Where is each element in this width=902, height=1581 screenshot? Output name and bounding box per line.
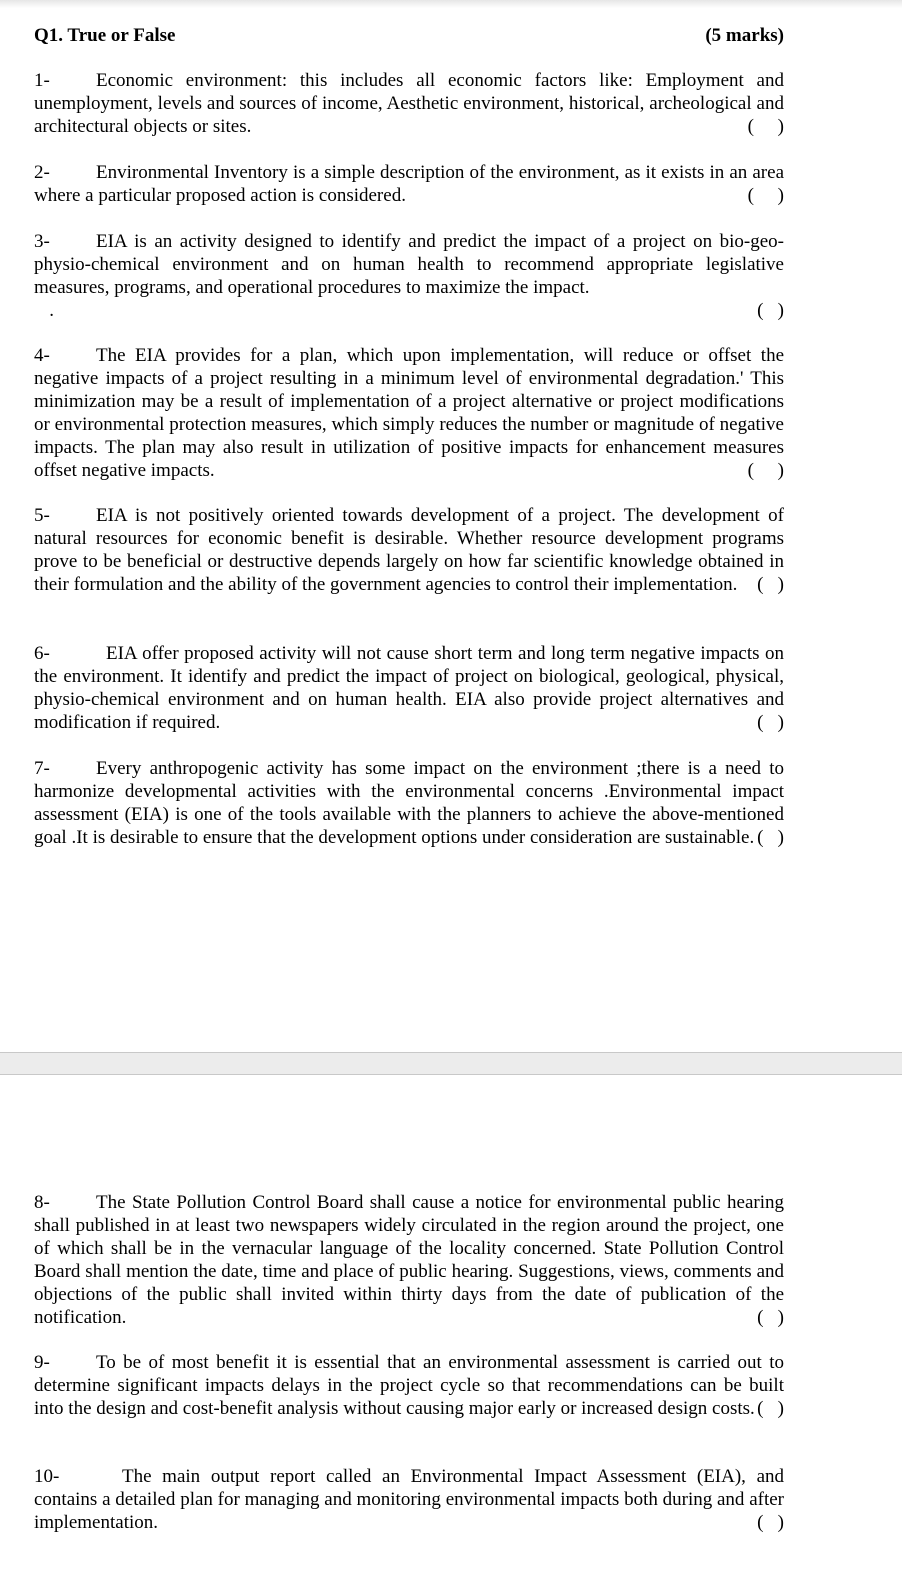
question-number: 10- [34,1466,60,1487]
question-number: 5- [34,505,50,526]
question-item-10 [34,1465,784,1534]
answer-blank[interactable]: ( ) [747,460,784,481]
marks-label: (5 marks) [705,25,784,46]
question-text: EIA is not positively oriented towards development of a project. The development of natural resources for economic benefit is desirable. Whether resource development programs prove to be beneficial or destructive depends largely on how far scientific knowledge obtained in their formulation and the ability of the government agencies to control their implementation. [34,505,784,595]
answer-blank[interactable]: ( ) [757,827,784,848]
question-text: To be of most benefit it is essential that an environmental assessment is carried out to determine significant impacts delays in the project cycle so that recommendations can be built into the design and cost-benefit analysis without causing major early or increased design costs. [34,1352,784,1419]
question-item-9 [34,1351,784,1420]
answer-blank[interactable]: ( ) [757,1398,784,1419]
question-number: 6- [34,643,50,664]
page-break [0,1052,902,1075]
question-number: 1- [34,70,50,91]
answer-blank[interactable]: ( ) [757,1307,784,1328]
answer-blank[interactable]: ( ) [747,116,784,137]
question-item-6 [34,642,784,734]
question-text: The main output report called an Environmental Impact Assessment (EIA), and contains a detailed plan for managing and monitoring environmental impacts both during and after implementation. [34,1466,784,1533]
question-number: 8- [34,1192,50,1213]
question-number: 7- [34,758,50,779]
question-item-3 [34,230,784,322]
question-item-7 [34,757,784,849]
question-item-5 [34,504,784,596]
answer-blank[interactable]: ( ) [757,300,784,321]
answer-blank[interactable]: ( ) [757,574,784,595]
question-text: The State Pollution Control Board shall cause a notice for environmental public hearing shall published in at least two newspapers widely circulated in the region around the project, one of which shall be in the vernacular language of the locality concerned. State Pollution Control Board shall mention the date, time and place of public hearing. Suggestions, views, comments and objections of the public shall invited within thirty days from the date of publication of the notification. [34,1192,784,1328]
question-number: 2- [34,162,50,183]
answer-row [34,299,784,322]
question-text: The EIA provides for a plan, which upon implementation, will reduce or offset the negative impacts of a project resulting in a minimum level of environmental degradation.' This minimization may be a result of implementation of a project alternative or project modifications or environmental protection measures, which simply reduces the number or magnitude of negative impacts. The plan may also result in utilization of positive impacts for enhancement measures offset negative impacts. [34,345,784,481]
answer-blank[interactable]: ( ) [757,1512,784,1533]
question-item-8 [34,1191,784,1329]
question-title: Q1. True or False [34,25,176,46]
question-item-1 [34,69,784,138]
answer-blank[interactable]: ( ) [747,185,784,206]
stray-dot: . [49,300,54,321]
question-text: Economic environment: this includes all economic factors like: Employment and unemployment, levels and sources of income, Aesthetic environment, historical, archeological and architectural objects or sites. [34,70,784,137]
question-text: EIA offer proposed activity will not cause short term and long term negative impacts on the environment. It identify and predict the impact of project on biological, geological, physical, physio-chemical environment and on human health. EIA also provide project alternatives and modification if required. [34,643,784,733]
question-item-4 [34,344,784,482]
question-number: 4- [34,345,50,366]
answer-blank[interactable]: ( ) [757,712,784,733]
question-text: Environmental Inventory is a simple description of the environment, as it exists in an area where a particular proposed action is considered. [34,162,784,206]
page-2 [0,1075,902,1581]
question-item-2 [34,161,784,207]
question-header [34,24,784,47]
question-text: Every anthropogenic activity has some impact on the environment ;there is a need to harmonize developmental activities with the environmental concerns .Environmental impact assessment (EIA) is one of the tools available with the planners to achieve the above-mentioned goal .It is desirable to ensure that the development options under consideration are sustainable. [34,758,784,848]
question-number: 3- [34,231,50,252]
question-text: EIA is an activity designed to identify and predict the impact of a project on bio-geo-physio-chemical environment and on human health to recommend appropriate legislative measures, programs, and operational procedures to maximize the impact. [34,231,784,298]
question-number: 9- [34,1352,50,1373]
